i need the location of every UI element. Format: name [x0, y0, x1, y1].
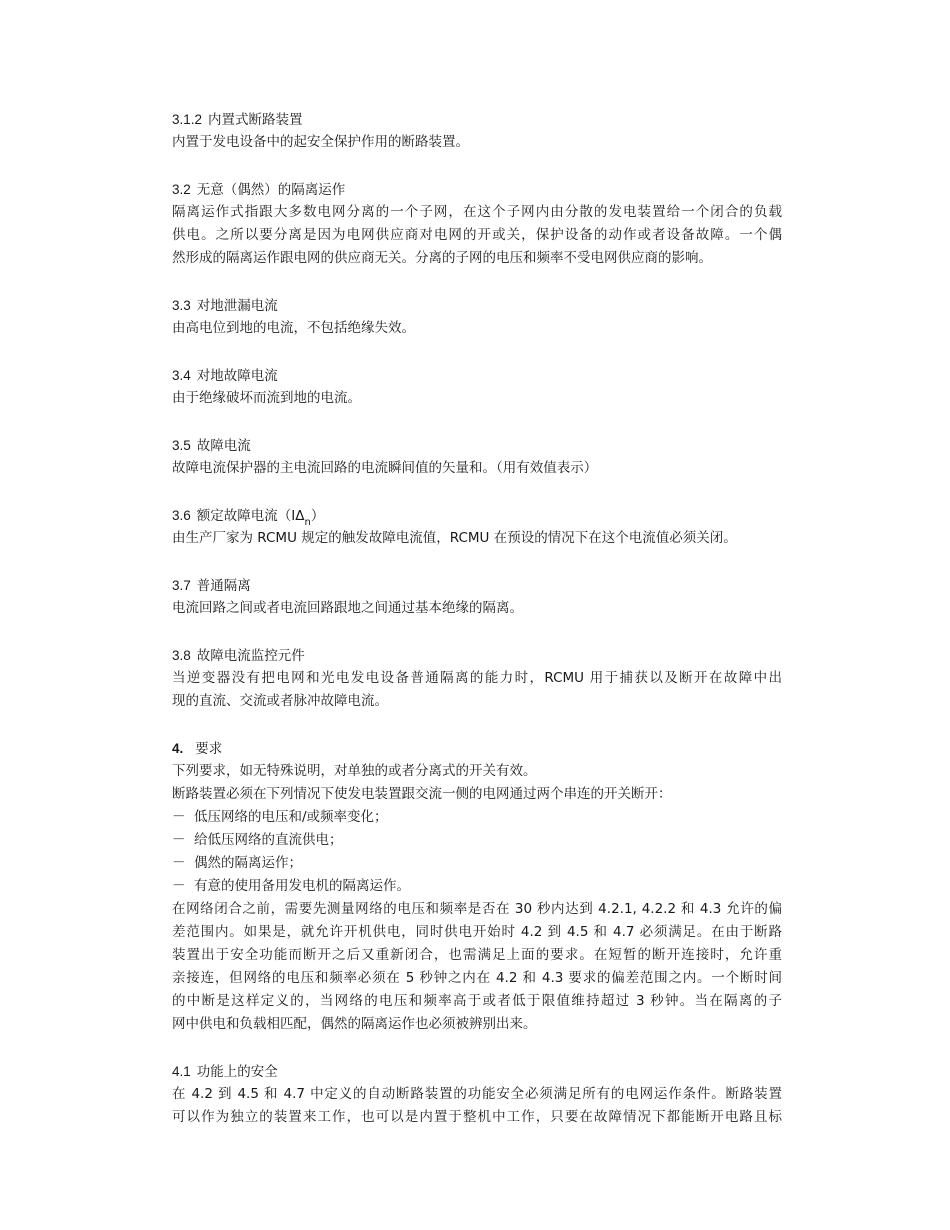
section-title: 故障电流 [196, 438, 251, 454]
section-3-6 [172, 504, 782, 550]
section-heading [172, 364, 782, 387]
section-heading [172, 574, 782, 597]
list-item-text: 偶然的隔离运作； [194, 855, 302, 871]
section-title: 额定故障电流（ⅠΔ [196, 508, 305, 524]
section-number: 4.1 [172, 1064, 191, 1079]
body-line: 可以作为独立的装置来工作，也可以是内置于整机中工作，只要在故障情况下都能断开电路且标 [172, 1109, 782, 1125]
section-heading [172, 294, 782, 317]
body-line: 差范围内。如果是，就允许开机供电，同时供电开始时 4.2 到 4.5 和 4.7 必须满足。在由于断路 [172, 924, 782, 940]
section-title: 普通隔离 [196, 578, 251, 594]
list-item-text: 有意的使用备用发电机的隔离运作。 [194, 878, 410, 894]
section-3-1-2 [172, 108, 782, 154]
list-item-text: 低压网络的电压和/或频率变化； [194, 809, 388, 825]
list-item [172, 829, 782, 852]
section-number: 3.4 [172, 368, 191, 383]
document-page [172, 108, 782, 1153]
list-item [172, 806, 782, 829]
list-item-text: 给低压网络的直流供电； [194, 832, 343, 848]
section-4-1 [172, 1060, 782, 1129]
body-line: 的中断是这样定义的，当网络的电压和频率高于或者低于限值维持超过 3 秒钟。当在隔离的子 [172, 993, 782, 1009]
section-title: 要求 [195, 741, 223, 757]
section-title-end: ） [310, 508, 325, 524]
section-number: 3.6 [172, 508, 191, 523]
body-line: 下列要求，如无特殊说明，对单独的或者分离式的开关有效。 [172, 763, 537, 779]
section-number: 3.5 [172, 438, 191, 453]
body-line: 断路装置必须在下列情况下使发电装置跟交流一侧的电网通过两个串连的开关断开： [172, 786, 672, 802]
section-title: 对地故障电流 [196, 368, 278, 384]
body-line: 装置出于安全功能而断开之后又重新闭合，也需满足上面的要求。在短暂的断开连接时，允许重 [172, 947, 782, 963]
section-title: 内置式断路装置 [208, 112, 303, 128]
section-3-8 [172, 644, 782, 713]
section-3-7 [172, 574, 782, 620]
section-number: 4. [172, 741, 184, 756]
bullet-dash: － [172, 832, 186, 848]
body-line: 然形成的隔离运作跟电网的供应商无关。分离的子网的电压和频率不受电网供应商的影响。 [172, 250, 712, 266]
section-number: 3.1.2 [172, 112, 203, 127]
bullet-dash: － [172, 878, 186, 894]
section-heading [172, 108, 782, 131]
section-number: 3.3 [172, 298, 191, 313]
body-line: 电流回路之间或者电流回路跟地之间通过基本绝缘的隔离。 [172, 600, 523, 616]
list-item [172, 875, 782, 898]
body-line: 由高电位到地的电流，不包括绝缘失效。 [172, 320, 415, 336]
section-number: 3.7 [172, 578, 191, 593]
section-title: 无意（偶然）的隔离运作 [196, 182, 346, 198]
section-heading [172, 1060, 782, 1083]
body-line: 当逆变器没有把电网和光电发电设备普通隔离的能力时，RCMU 用于捕获以及断开在故障中出 [172, 670, 782, 686]
body-line: 在网络闭合之前，需要先测量网络的电压和频率是否在 30 秒内达到 4.2.1, 4.2.2 和 4.3 允许的偏 [172, 901, 782, 917]
body-line: 供电。之所以要分离是因为电网供应商对电网的开或关，保护设备的动作或者设备故障。一个偶 [172, 227, 782, 243]
list-item [172, 852, 782, 875]
body-line: 故障电流保护器的主电流回路的电流瞬间值的矢量和。（用有效值表示） [172, 460, 598, 476]
bullet-dash: － [172, 855, 186, 871]
body-line: 隔离运作式指跟大多数电网分离的一个子网，在这个子网内由分散的发电装置给一个闭合的负载 [172, 204, 782, 220]
section-number: 3.8 [172, 648, 191, 663]
section-3-5 [172, 434, 782, 480]
body-line: 由生产厂家为 RCMU 规定的触发故障电流值，RCMU 在预设的情况下在这个电流值必须关闭。 [172, 530, 737, 546]
section-3-3 [172, 294, 782, 340]
body-line: 亲接连，但网络的电压和频率必须在 5 秒钟之内在 4.2 和 4.3 要求的偏差范围之内。一个断时间 [172, 970, 782, 986]
section-3-2 [172, 178, 782, 270]
section-heading [172, 737, 782, 760]
section-3-4 [172, 364, 782, 410]
body-line: 内置于发电设备中的起安全保护作用的断路装置。 [172, 134, 469, 150]
body-line: 由于绝缘破坏而流到地的电流。 [172, 390, 361, 406]
section-heading [172, 504, 782, 527]
section-heading [172, 644, 782, 667]
bullet-dash: － [172, 809, 186, 825]
body-line: 在 4.2 到 4.5 和 4.7 中定义的自动断路装置的功能安全必须满足所有的电网运作条件。断路装置 [172, 1086, 782, 1102]
section-number: 3.2 [172, 182, 191, 197]
section-heading [172, 178, 782, 201]
section-heading [172, 434, 782, 457]
section-4 [172, 737, 782, 1036]
subscript-n: n [304, 517, 311, 528]
section-title: 对地泄漏电流 [196, 298, 278, 314]
body-line: 网中供电和负载相匹配，偶然的隔离运作也必须被辨别出来。 [172, 1016, 537, 1032]
body-line: 现的直流、交流或者脉冲故障电流。 [172, 693, 388, 709]
section-title: 功能上的安全 [196, 1064, 278, 1080]
section-title: 故障电流监控元件 [196, 648, 305, 664]
